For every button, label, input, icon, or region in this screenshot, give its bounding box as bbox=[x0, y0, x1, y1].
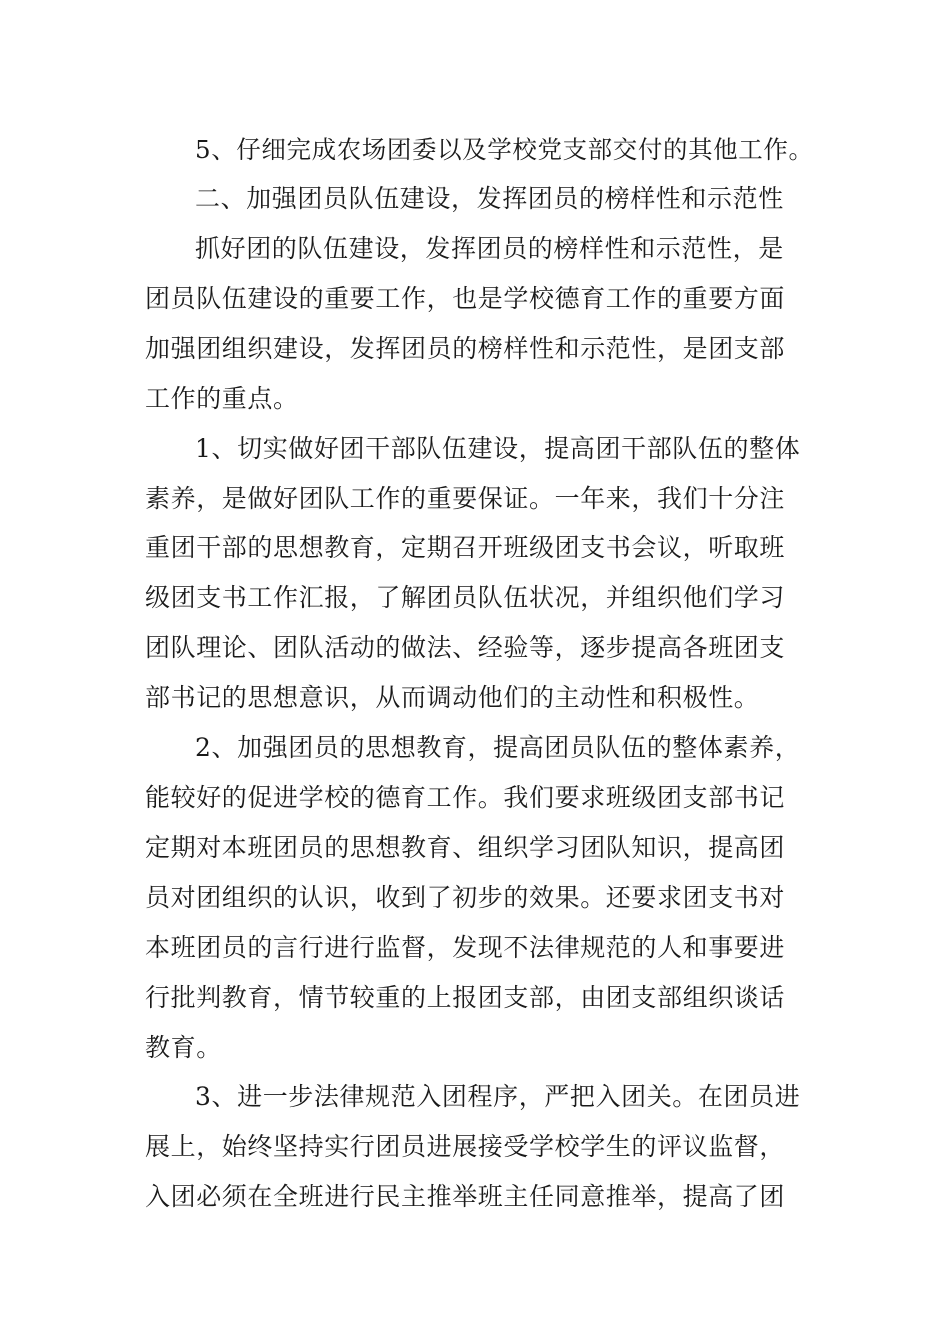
text-line: 本班团员的言行进行监督，发现不法律规范的人和事要进 bbox=[145, 933, 786, 962]
text-line: 重团干部的思想教育，定期召开班级团支书会议，听取班 bbox=[145, 533, 786, 562]
text-line: 抓好团的队伍建设，发挥团员的榜样性和示范性，是 bbox=[195, 234, 784, 263]
text-line: 定期对本班团员的思想教育、组织学习团队知识，提高团 bbox=[145, 833, 786, 862]
text-line: 素养，是做好团队工作的重要保证。一年来，我们十分注 bbox=[145, 484, 786, 513]
text-line: 2、加强团员的思想教育，提高团员队伍的整体素养， bbox=[195, 733, 801, 762]
text-line: 行批判教育，情节较重的上报团支部，由团支部组织谈话 bbox=[145, 983, 786, 1012]
text-line: 1、切实做好团干部队伍建设，提高团干部队伍的整体 bbox=[195, 434, 801, 463]
text-line: 能较好的促进学校的德育工作。我们要求班级团支部书记 bbox=[145, 783, 786, 812]
text-line: 展上，始终坚持实行团员进展接受学校学生的评议监督， bbox=[145, 1132, 786, 1161]
text-line: 5、仔细完成农场团委以及学校党支部交付的其他工作。 bbox=[195, 135, 814, 164]
text-line: 3、进一步法律规范入团程序，严把入团关。在团员进 bbox=[195, 1082, 801, 1111]
text-line: 加强团组织建设，发挥团员的榜样性和示范性，是团支部 bbox=[145, 334, 786, 363]
text-line: 工作的重点。 bbox=[145, 384, 299, 413]
section-heading: 二、加强团员队伍建设，发挥团员的榜样性和示范性 bbox=[195, 184, 784, 213]
text-line: 团员队伍建设的重要工作，也是学校德育工作的重要方面 bbox=[145, 284, 786, 313]
text-line: 员对团组织的认识，收到了初步的效果。还要求团支书对 bbox=[145, 883, 786, 912]
text-line: 级团支书工作汇报，了解团员队伍状况，并组织他们学习 bbox=[145, 583, 786, 612]
text-line: 入团必须在全班进行民主推举班主任同意推举，提高了团 bbox=[145, 1182, 786, 1211]
text-line: 团队理论、团队活动的做法、经验等，逐步提高各班团支 bbox=[145, 633, 786, 662]
text-line: 部书记的思想意识，从而调动他们的主动性和积极性。 bbox=[145, 683, 760, 712]
text-line: 教育。 bbox=[145, 1033, 222, 1062]
